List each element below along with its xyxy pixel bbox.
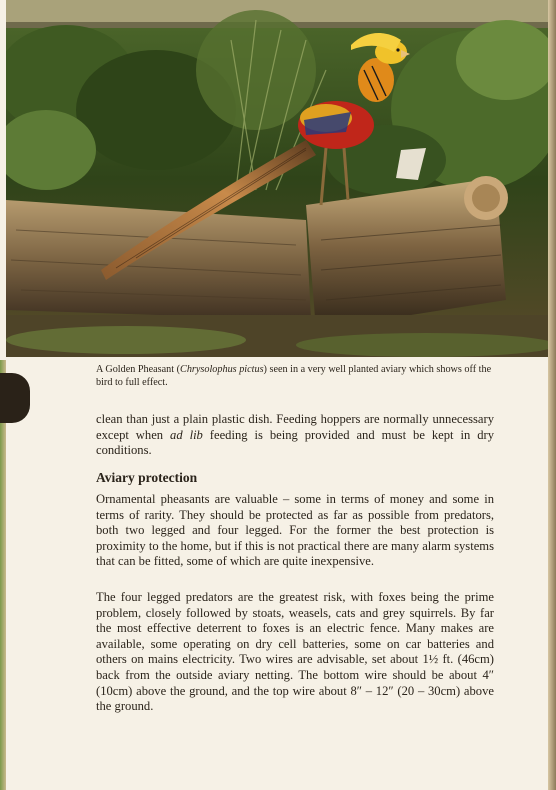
section-heading: Aviary protection [96, 470, 198, 485]
intro-start: clean than just a plain plastic dish. Feeding hoppers are normally unnecessary except when [96, 412, 494, 442]
pheasant-photo [6, 0, 550, 357]
caption-prefix: A Golden Pheasant ( [96, 364, 181, 375]
photo-caption [96, 364, 496, 389]
pheasant-illustration [6, 0, 550, 357]
intro-end: feeding is being provided and must be kept in dry conditions. [96, 427, 494, 458]
paragraph-valuable: Ornamental pheasants are valuable – some in terms of money and some in terms of rarity. They should be protected as far as possible from predators, both two legged and four legged. For the former the best protection is proximity to the home, but if this is not practical there are many alarm systems that can be fitted, some of which are quite inexpensive. [96, 492, 494, 569]
paragraph-predators: The four legged predators are the greatest risk, with foxes being the prime problem, closely followed by stoats, weasels, cats and grey squirrels. By far the most effective deterrent to foxes is an electric fence. Many makes are available, some operating on dry cell batteries, some on car batteries and others on mains electricity. Two wires are advisable, set about 1½ ft. (46cm) back from the outside aviary netting. The bottom wire should be about 4″ (10cm) above the ground, and the top wire about 8″ – 12″ (20 – 30cm) above the ground. [96, 590, 494, 714]
page-edge-right [548, 0, 556, 790]
caption-species: Chrysolophus pictus [180, 364, 264, 375]
intro-italic: ad lib [170, 427, 203, 442]
caption-suffix: ) seen in a very well planted aviary which shows off the bird to full effect. [96, 364, 492, 388]
page-edge-left [0, 360, 6, 790]
page-tab-marker [0, 373, 30, 423]
intro-paragraph [96, 412, 494, 459]
